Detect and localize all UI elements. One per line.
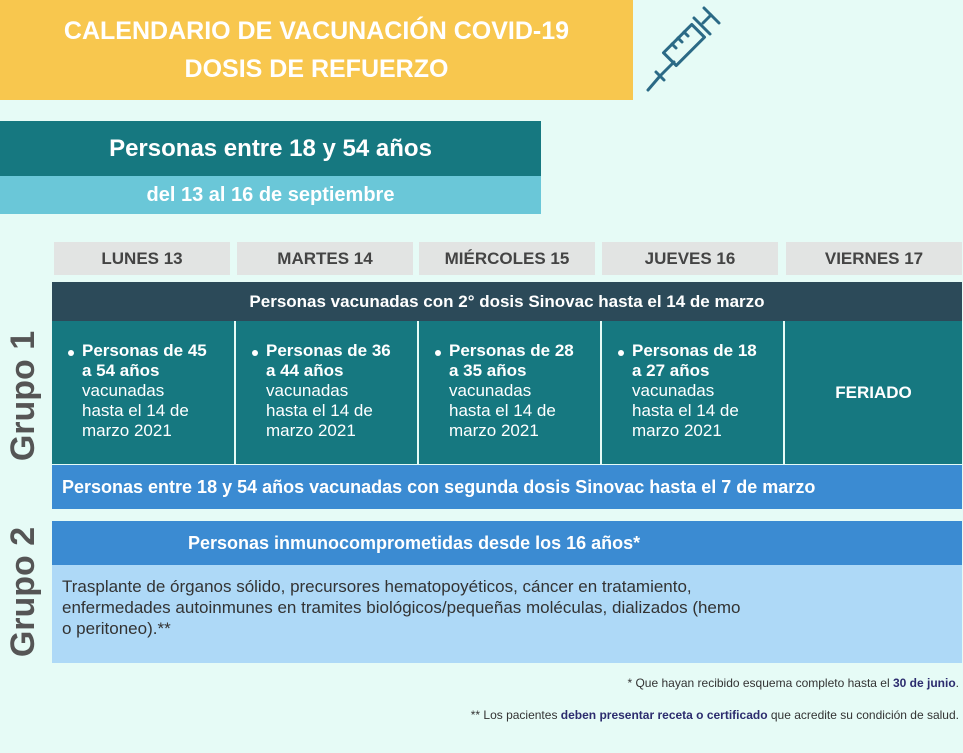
footnote-2-end: que acredite su condición de salud. <box>767 708 959 722</box>
title-line2: DOSIS DE REFUERZO <box>184 55 449 83</box>
age-range-title: Personas entre 18 y 54 años <box>0 121 541 176</box>
day-wednesday: MIÉRCOLES 15 <box>419 242 595 275</box>
date-range-subtitle: del 13 al 16 de septiembre <box>0 176 541 214</box>
cell-text-line: marzo 2021 <box>449 421 539 440</box>
footnote-1 <box>627 676 959 690</box>
footnote-2-bold: deben presentar receta o certificado <box>560 708 768 722</box>
footnote-1-bold: 30 de junio <box>892 676 956 690</box>
footnote-1-text: * Que hayan recibido esquema completo hasta el <box>627 676 893 690</box>
group2-header: Personas inmunocomprometidas desde los 16 años* <box>52 521 962 565</box>
cell-bold-line: a 35 años <box>449 361 527 380</box>
cell-text-line: hasta el 14 de <box>449 401 556 420</box>
group2-label: Grupo 2 <box>4 526 42 658</box>
cell-text-line: marzo 2021 <box>82 421 172 440</box>
group2-description <box>52 565 962 663</box>
cell-text-line: hasta el 14 de <box>632 401 739 420</box>
cell-text-line: vacunadas <box>82 381 165 400</box>
schedule-cell-thursday <box>602 321 783 464</box>
cell-bold-line: a 54 años <box>82 361 160 380</box>
schedule-cell-monday <box>52 321 234 464</box>
schedule-cell-friday-holiday: FERIADO <box>785 321 962 464</box>
day-monday: LUNES 13 <box>54 242 230 275</box>
schedule-cell-tuesday <box>236 321 417 464</box>
cell-bold-line: a 27 años <box>632 361 710 380</box>
group2-description-line: Trasplante de órganos sólido, precursores hematopoyéticos, cáncer en tratamiento, <box>62 577 692 596</box>
cell-text-line: marzo 2021 <box>266 421 356 440</box>
group2-description-line: enfermedades autoinmunes en tramites biológicos/pequeñas moléculas, dializados (hemo <box>62 598 741 617</box>
day-friday: VIERNES 17 <box>786 242 962 275</box>
cell-bold-line: Personas de 18 <box>616 341 783 361</box>
group2-description-line: o peritoneo).** <box>62 619 171 638</box>
cell-text-line: vacunadas <box>266 381 349 400</box>
cell-bold-line: a 44 años <box>266 361 344 380</box>
cell-text-line: hasta el 14 de <box>82 401 189 420</box>
group1-label: Grupo 1 <box>4 330 42 462</box>
group1-footer: Personas entre 18 y 54 años vacunadas con segunda dosis Sinovac hasta el 7 de marzo <box>52 465 962 509</box>
syringe-icon <box>644 4 724 96</box>
footnote-2 <box>471 708 959 722</box>
cell-bold-line: Personas de 36 <box>250 341 417 361</box>
cell-text-line: hasta el 14 de <box>266 401 373 420</box>
title-line1: CALENDARIO DE VACUNACIÓN COVID-19 <box>63 17 570 45</box>
cell-bold-line: Personas de 45 <box>66 341 234 361</box>
day-thursday: JUEVES 16 <box>602 242 778 275</box>
footnote-1-end: . <box>955 676 959 690</box>
day-tuesday: MARTES 14 <box>237 242 413 275</box>
group1-header: Personas vacunadas con 2° dosis Sinovac hasta el 14 de marzo <box>52 282 962 321</box>
schedule-cell-wednesday <box>419 321 600 464</box>
cell-text-line: vacunadas <box>632 381 715 400</box>
title-banner <box>0 0 633 100</box>
cell-text-line: marzo 2021 <box>632 421 722 440</box>
cell-text-line: vacunadas <box>449 381 532 400</box>
cell-bold-line: Personas de 28 <box>433 341 600 361</box>
footnote-2-text: ** Los pacientes <box>470 708 561 722</box>
